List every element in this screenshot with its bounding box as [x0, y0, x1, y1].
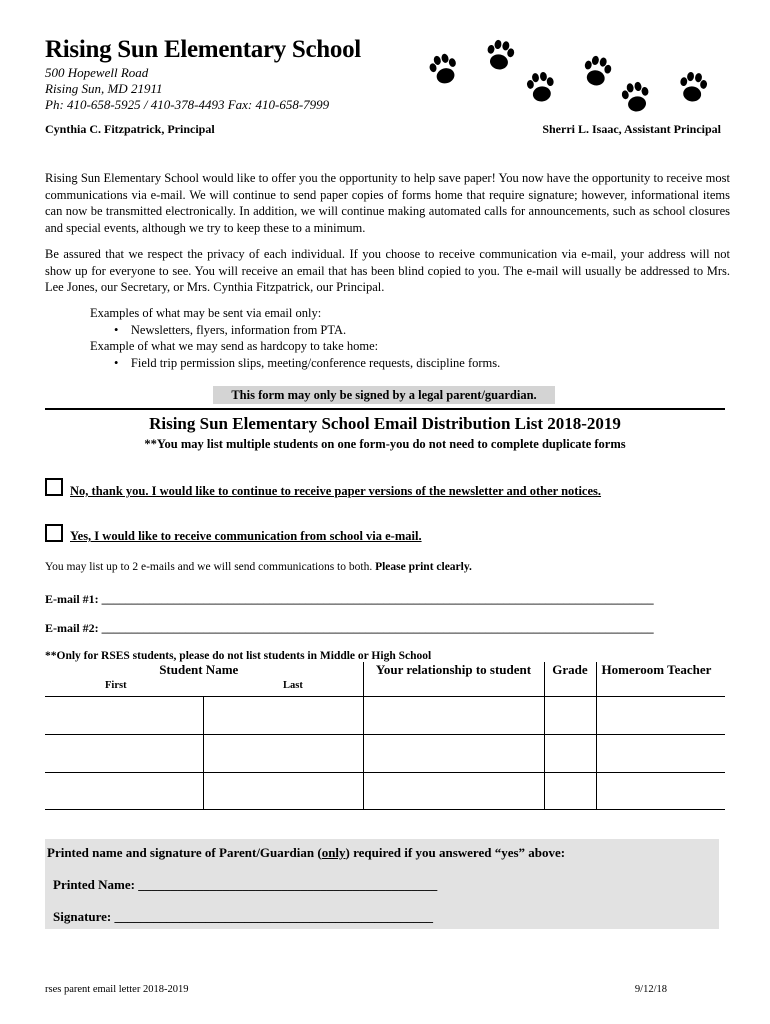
student-table [45, 662, 725, 810]
relationship-cell[interactable] [363, 734, 544, 772]
guardian-notice: This form may only be signed by a legal parent/guardian. [213, 386, 555, 404]
table-row [45, 772, 725, 809]
first-header: First [105, 680, 127, 691]
relationship-cell[interactable] [363, 772, 544, 809]
table-row [45, 696, 725, 734]
grade-cell[interactable] [544, 696, 596, 734]
examples-hardcopy-text: Field trip permission slips, meeting/conference requests, discipline forms. [130, 355, 501, 370]
email-2-field[interactable]: E-mail #2: ____________________________________________________________________________________________ [45, 621, 654, 635]
option-yes-checkbox[interactable] [45, 524, 63, 542]
first-name-cell[interactable] [45, 696, 203, 734]
paw-icon [526, 71, 557, 104]
printed-name-field[interactable]: Printed Name: ______________________________________________ [53, 877, 438, 892]
last-header: Last [283, 680, 303, 691]
last-name-cell[interactable] [203, 772, 363, 809]
first-name-cell[interactable] [45, 772, 203, 809]
examples-email-heading: Examples of what may be sent via email only: [90, 306, 322, 320]
intro-paragraph: Rising Sun Elementary School would like to offer you the opportunity to help save paper! You now have the opportunity to receive most communications via e-mail. We will continue to send paper copies of forms home that require signature; however, informational items can now be transmitted electronically. In addition, we will continue making automated calls for announcements, such as school closures and special events, although we try to keep these to a minimum. [45, 171, 730, 235]
signature-title [47, 845, 565, 861]
privacy-paragraph: Be assured that we respect the privacy of each individual. If you choose to receive communication via e-mail, your address will not show up for everyone to see. You will receive an email that has been blind copied to you. The e-mail will usually be addressed to Mrs. Lee Jones, our Secretary, or Mrs. Cynthia Fitzpatrick, our Principal. [45, 247, 730, 294]
examples-hardcopy-item [90, 355, 500, 372]
homeroom-cell[interactable] [596, 772, 725, 809]
signature-title-part2: ) required if you answered “yes” above: [345, 845, 566, 860]
rses-note: **Only for RSES students, please do not list students in Middle or High School [45, 650, 432, 662]
signature-title-only: only [321, 845, 346, 860]
paw-icon [620, 80, 651, 113]
table-row [45, 734, 725, 772]
email-1-field[interactable]: E-mail #1: ____________________________________________________________________________________________ [45, 592, 654, 606]
form-subtitle: **You may list multiple students on one form-you do not need to complete duplicate forms [144, 437, 626, 451]
form-title: Rising Sun Elementary School Email Distribution List 2018-2019 [149, 414, 621, 433]
email-instructions-text: You may list up to 2 e-mails and we will send communications to both. [45, 561, 373, 573]
examples-email-text: Newsletters, flyers, information from PTA. [130, 322, 347, 337]
footer-date: 9/12/18 [634, 984, 667, 995]
grade-header: Grade [544, 662, 596, 696]
first-name-cell[interactable] [45, 734, 203, 772]
paw-icon [581, 54, 613, 88]
bullet-icon: • [114, 322, 119, 337]
print-clearly-text: Please print clearly. [375, 561, 472, 573]
student-name-header-text: Student Name [159, 662, 239, 677]
grade-cell[interactable] [544, 772, 596, 809]
option-no-checkbox[interactable] [45, 478, 63, 496]
address-line-2: Rising Sun, MD 21911 [45, 81, 163, 96]
homeroom-cell[interactable] [596, 696, 725, 734]
grade-cell[interactable] [544, 734, 596, 772]
relationship-header: Your relationship to student [363, 662, 544, 696]
last-name-cell[interactable] [203, 734, 363, 772]
homeroom-header: Homeroom Teacher [596, 662, 725, 696]
student-name-header [45, 662, 363, 696]
option-yes-label: Yes, I would like to receive communication from school via e-mail. [70, 529, 422, 543]
footer-document-name: rses parent email letter 2018-2019 [45, 984, 189, 995]
examples-hardcopy-heading: Example of what we may send as hardcopy to take home: [90, 339, 379, 353]
paw-icon [484, 38, 515, 71]
paw-icon [427, 51, 460, 86]
last-name-cell[interactable] [203, 696, 363, 734]
homeroom-cell[interactable] [596, 734, 725, 772]
signature-title-part1: Printed name and signature of Parent/Guardian ( [47, 845, 322, 860]
examples-email-item [90, 322, 500, 339]
table-header-row [45, 662, 725, 696]
phone-line: Ph: 410-658-5925 / 410-378-4493 Fax: 410-658-7999 [45, 97, 330, 112]
school-name: Rising Sun Elementary School [45, 36, 361, 63]
assistant-principal-name: Sherri L. Isaac, Assistant Principal [542, 122, 721, 136]
relationship-cell[interactable] [363, 696, 544, 734]
principal-name: Cynthia C. Fitzpatrick, Principal [45, 122, 215, 136]
section-divider [45, 408, 725, 410]
signature-field[interactable]: Signature: _________________________________________________ [53, 909, 434, 924]
bullet-icon: • [114, 355, 119, 370]
paw-prints-logo [420, 36, 720, 120]
option-no-label: No, thank you. I would like to continue to receive paper versions of the newsletter and other notices. [70, 484, 602, 498]
examples-list [90, 305, 500, 371]
email-instructions [45, 561, 472, 573]
address-line-1: 500 Hopewell Road [45, 65, 149, 80]
paw-icon [678, 71, 709, 104]
